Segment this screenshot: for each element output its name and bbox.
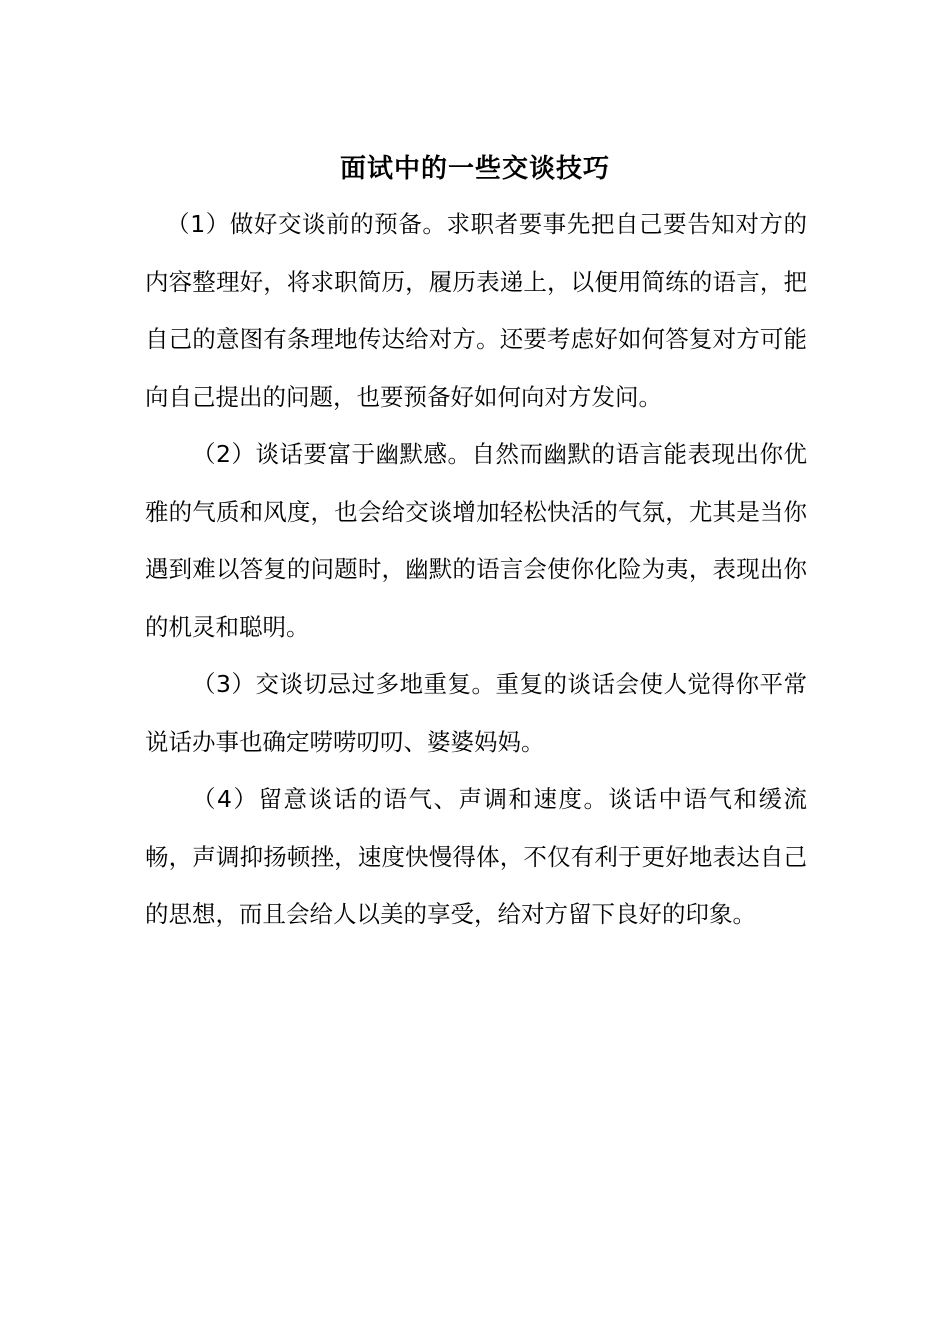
paragraph-3: （3）交谈切忌过多地重复。重复的谈话会使人觉得你平常说话办事也确定唠唠叨叨、婆婆妈妈。 <box>145 670 807 756</box>
document-title: 面试中的一些交谈技巧 <box>339 154 610 185</box>
document-body <box>145 196 807 944</box>
paragraph-1: （1）做好交谈前的预备。求职者要事先把自己要告知对方的内容整理好，将求职简历，履历表递上，以便用简练的语言，把自己的意图有条理地传达给对方。还要考虑好如何答复对方可能向自己提出的问题，也要预备好如何向对方发问。 <box>145 210 807 411</box>
paragraph-4: （4）留意谈话的语气、声调和速度。谈话中语气和缓流畅，声调抑扬顿挫，速度快慢得体，不仅有利于更好地表达自己的思想，而且会给人以美的享受，给对方留下良好的印象。 <box>145 785 807 928</box>
paragraph-2: （2）谈话要富于幽默感。自然而幽默的语言能表现出你优雅的气质和风度，也会给交谈增加轻松快活的气氛，尤其是当你遇到难以答复的问题时，幽默的语言会使你化险为夷，表现出你的机灵和聪明。 <box>145 440 807 641</box>
